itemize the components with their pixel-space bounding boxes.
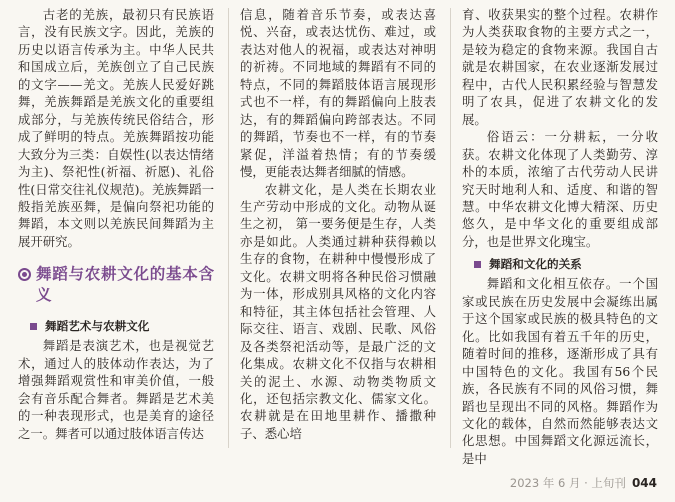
column-divider: [228, 8, 229, 448]
section-heading: [18, 264, 214, 306]
subheading: [18, 318, 214, 335]
subheading-text: 舞蹈和文化的关系: [489, 257, 582, 272]
section-heading-text: 舞蹈与农耕文化的基本含义: [36, 265, 214, 305]
right-column: [462, 6, 658, 467]
paragraph: 俗语云：一分耕耘，一分收获。农耕文化体现了人类勤劳、淳朴的本质，浓缩了古代劳动人民讲究天时地利人和、适度、和谐的智慧。中华农耕文化博大精深、历史悠久，是中华文化的重要组成部分，也是世界文化瑰宝。: [462, 129, 658, 249]
page-footer: [510, 475, 657, 491]
subheading: [462, 256, 658, 273]
issue-date: 2023 年 6 月 · 上旬刊: [509, 476, 626, 490]
paragraph: 育、收获果实的整个过程。农耕作为人类获取食物的主要方式之一，是较为稳定的食物来源。我国自古就是农耕国家，在农业逐渐发展过程中，古代人民积累经验与智慧发明了农具，促进了农耕文化的发展。: [462, 7, 658, 127]
page-number: 044: [631, 476, 657, 490]
square-bullet-icon: [30, 323, 37, 330]
paragraph: 信息，随着音乐节奏，或表达喜悦、兴奋，或表达忧伤、难过，或表达对他人的祝福，或表达对神明的祈祷。不同地域的舞蹈有不同的特点，不同的舞蹈肢体语言展现形式也不一样，有的舞蹈偏向上肢表达，有的舞蹈偏向跨部表达。不同的舞蹈，节奏也不一样，有的节奏紧促，洋溢着热情；有的节奏缓慢，更能表达舞者细腻的情感。: [240, 7, 436, 180]
paragraph: 农耕文化，是人类在长期农业生产劳动中形成的文化。动物从诞生之初， 第一要务便是生存，人类亦是如此。人类通过耕种获得赖以生存的食物，在耕种中慢慢形成了文化。农耕文明将各种民俗习惯融为一体，形成别具风格的文化内容和特征，其主体包括社会管理、人际交往、语言、戏剧、民歌、风俗及各类祭祀活动等，是最广泛的文化集成。农耕文化不仅指与农耕相关的泥土、水源、动物类物质文化，还包括宗教文化、儒家文化。农耕就是在田地里耕作、播撒种子、悉心培: [240, 181, 436, 441]
circle-bullet-icon: [18, 268, 31, 281]
paragraph: 舞蹈和文化相互依存。一个国家或民族在历史发展中会凝练出属于这个国家或民族的极具特色的文化。比如我国有着五千年的历史，随着时间的推移，逐渐形成了具有中国特色的文化。我国有56个民族，各民族有不同的风俗习惯，舞蹈也呈现出不同的风格。舞蹈作为文化的载体，自然而然能够表达文化思想。中国舞蹈文化源远流长，是中: [462, 276, 658, 466]
subheading-text: 舞蹈艺术与农耕文化: [45, 319, 150, 334]
paragraph: 古老的羌族，最初只有民族语言，没有民族文字。因此，羌族的历史以语言传承为主。中华人民共和国成立后，羌族创立了自己民族的文字——羌文。羌族人民爱好跳舞，羌族舞蹈是羌族文化的重要组成部分，与羌族传统民俗结合，形成了鲜明的特点。羌族舞蹈按功能大致分为三类：自娱性(以表达情绪为主)、祭祀性(祈福、祈愿)、礼俗性(日常交往礼仪规范)。羌族舞蹈一般指羌族巫舞，是偏向祭祀功能的舞蹈，本文则以羌族民间舞蹈为主展开研究。: [18, 7, 214, 249]
square-bullet-icon: [474, 261, 481, 268]
middle-column: [240, 6, 436, 442]
left-column: [18, 6, 214, 442]
paragraph: 舞蹈是表演艺术，也是视觉艺术，通过人的肢体动作表达，为了增强舞蹈观赏性和审美价值，一般会有音乐配合舞者。舞蹈是艺术美的一种表现形式，也是美育的途径之一。舞者可以通过肢体语言传达: [18, 338, 214, 441]
column-divider: [450, 8, 451, 448]
